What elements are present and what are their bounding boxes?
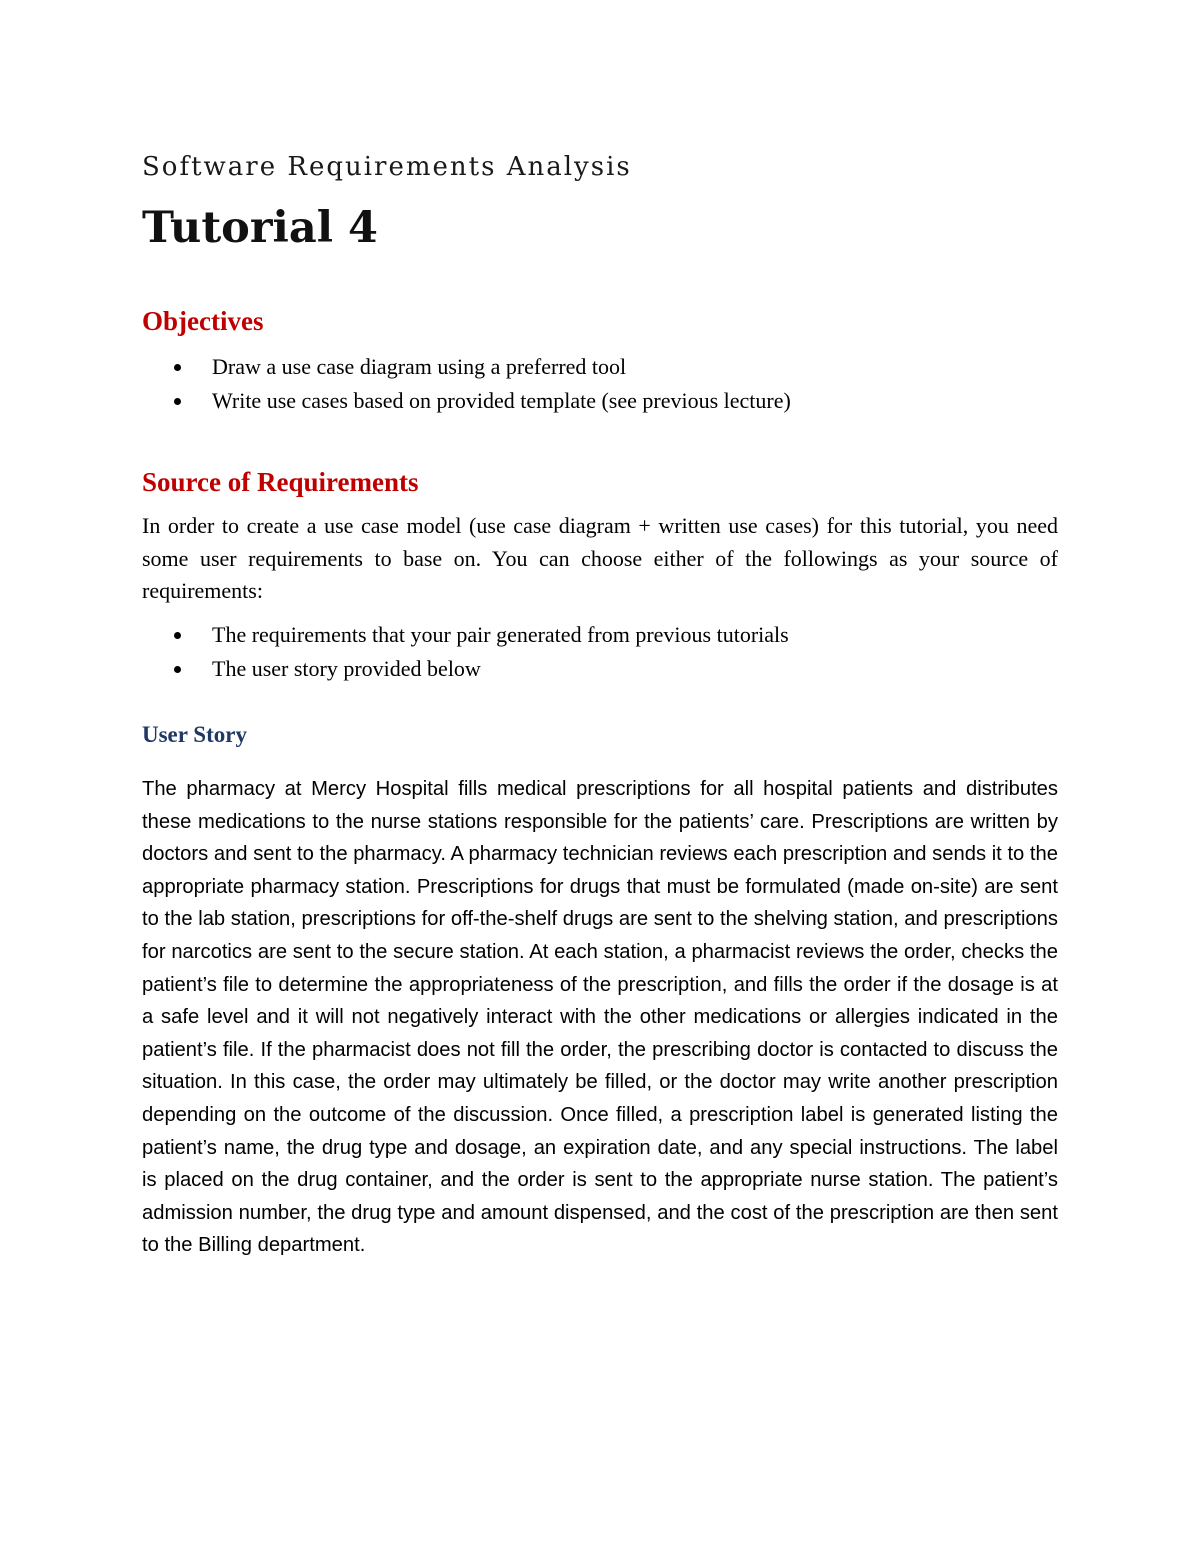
list-item-text: Draw a use case diagram using a preferred tool xyxy=(212,354,627,379)
source-intro-paragraph: In order to create a use case model (use case diagram + written use cases) for this tutorial, you need some user requirements to base on. You can choose either of the followings as your source of requirements: xyxy=(142,513,1058,603)
bullet-icon xyxy=(174,398,181,405)
list-item-text: The requirements that your pair generated from previous tutorials xyxy=(212,622,789,647)
list-item-text: Write use cases based on provided template (see previous lecture) xyxy=(212,388,791,413)
list-item xyxy=(172,384,791,418)
user-story-paragraph: The pharmacy at Mercy Hospital fills medical prescriptions for all hospital patients and distributes these medications to the nurse stations responsible for the patients’ care. Prescriptions are written by doctors and sent to the pharmacy. A pharmacy technician reviews each prescription and sends it to the appropriate pharmacy station. Prescriptions for drugs that must be formulated (made on-site) are sent to the lab station, prescriptions for off-the-shelf drugs are sent to the shelving station, and prescriptions for narcotics are sent to the secure station. At each station, a pharmacist reviews the order, checks the patient’s file to determine the appropriateness of the prescription, and fills the order if the dosage is at a safe level and it will not negatively interact with the other medications or allergies indicated in the patient’s file. If the pharmacist does not fill the order, the prescribing doctor is contacted to discuss the situation. In this case, the order may ultimately be filled, or the doctor may write another prescription depending on the outcome of the discussion. Once filled, a prescription label is generated listing the patient’s name, the drug type and dosage, an expiration date, and any special instructions. The label is placed on the drug container, and the order is sent to the appropriate nurse station. The patient’s admission number, the drug type and amount dispensed, and the cost of the prescription are then sent to the Billing department. xyxy=(142,778,1058,1257)
bullet-icon xyxy=(174,632,181,639)
list-item xyxy=(172,618,789,652)
list-item xyxy=(172,652,789,686)
list-item-text: The user story provided below xyxy=(212,656,481,681)
page-title: Tutorial 4 xyxy=(142,203,378,253)
source-heading: Source of Requirements xyxy=(142,467,419,497)
list-item xyxy=(172,350,791,384)
objectives-heading: Objectives xyxy=(142,306,264,336)
bullet-icon xyxy=(174,364,181,371)
course-subtitle: Software Requirements Analysis xyxy=(142,152,632,182)
bullet-icon xyxy=(174,666,181,673)
user-story-heading: User Story xyxy=(142,722,247,747)
objectives-list xyxy=(172,350,791,418)
source-list xyxy=(172,618,789,686)
